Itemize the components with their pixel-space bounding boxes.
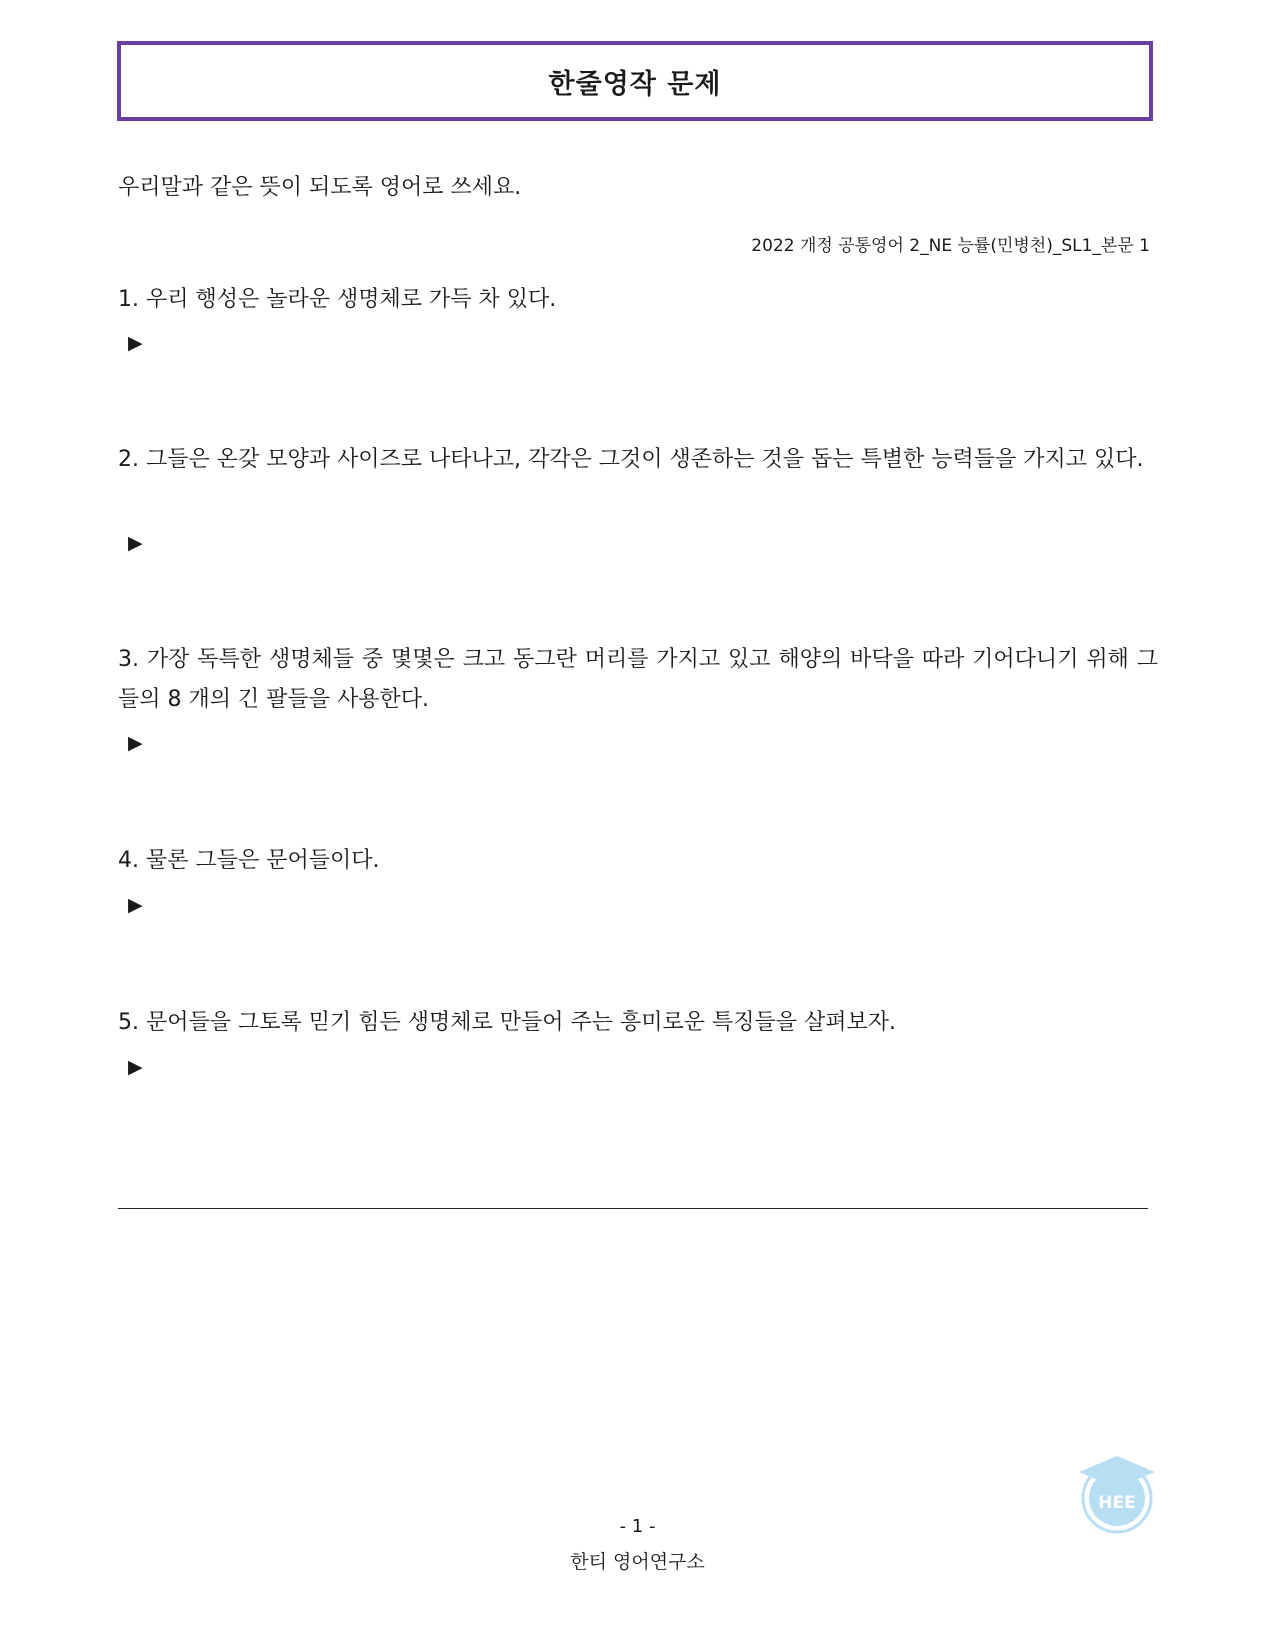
divider-line <box>118 1208 1148 1209</box>
question-5: 5. 문어들을 그토록 믿기 힘든 생명체로 만들어 주는 흥미로운 특징들을 살펴보자. <box>118 1010 896 1035</box>
answer-marker-3: ▶ <box>128 732 143 754</box>
footer-text: 한티 영어연구소 <box>570 1551 705 1573</box>
question-2: 2. 그들은 온갖 모양과 사이즈로 나타나고, 각각은 그것이 생존하는 것을 돕는 특별한 능력들을 가지고 있다. <box>118 447 1144 472</box>
answer-marker-5: ▶ <box>128 1056 143 1078</box>
graduation-cap-logo-icon <box>1075 1450 1159 1534</box>
question-1: 1. 우리 행성은 놀라운 생명체로 가득 차 있다. <box>118 287 557 312</box>
question-3: 3. 가장 독특한 생명체들 중 몇몇은 크고 동그란 머리를 가지고 있고 해양의 바닥을 따라 기어다니기 위해 그들의 8 개의 긴 팔들을 사용한다. <box>118 647 1158 712</box>
instruction-text: 우리말과 같은 뜻이 되도록 영어로 쓰세요. <box>118 175 522 200</box>
logo-text: HEE <box>1098 1493 1136 1513</box>
page-number: - 1 - <box>619 1516 656 1537</box>
title-box <box>117 41 1153 121</box>
answer-marker-2: ▶ <box>128 532 143 554</box>
answer-marker-4: ▶ <box>128 894 143 916</box>
source-label: 2022 개정 공통영어 2_NE 능률(민병천)_SL1_본문 1 <box>751 236 1150 256</box>
question-4: 4. 물론 그들은 문어들이다. <box>118 848 380 873</box>
page-title: 한줄영작 문제 <box>548 68 722 100</box>
answer-marker-1: ▶ <box>128 332 143 354</box>
